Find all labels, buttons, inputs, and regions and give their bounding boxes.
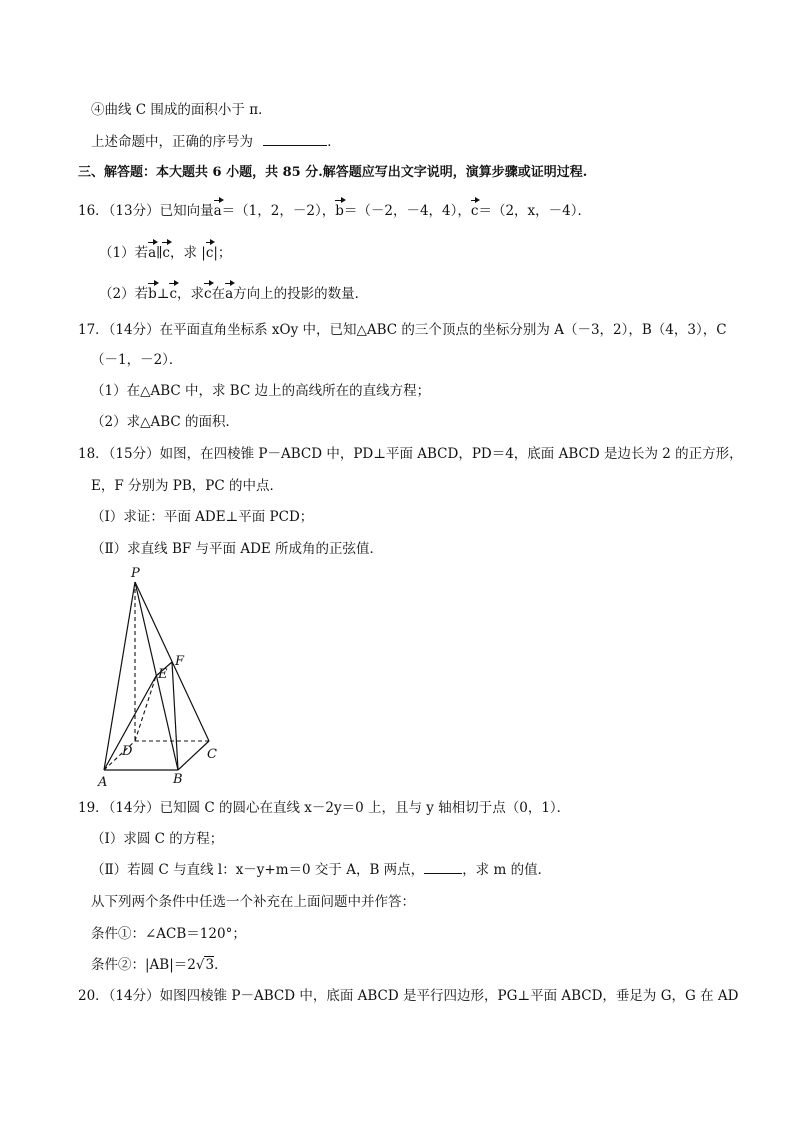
q16p2-c: ，求 (177, 286, 205, 302)
vector-c: c (470, 203, 479, 219)
q16p2-d: 在 (211, 286, 226, 302)
answer-prompt-text: 上述命题中，正确的序号为 (91, 134, 253, 150)
cond2-text: 条件②：|AB|＝2 (91, 957, 196, 973)
question-18-part-1: （Ⅰ）求证：平面 ADE⊥平面 PCD； (91, 509, 314, 525)
edge-BC (178, 741, 209, 770)
question-17-cont: （－1，－2）． (91, 352, 183, 368)
q16p1-c: ，求 | (169, 245, 206, 261)
edge-PC (135, 582, 209, 741)
q16p1-a: （1）若 (99, 245, 149, 261)
question-18-cont: E，F 分别为 PB，PC 的中点． (91, 478, 284, 494)
q19p2-text-b: ，求 m 的值． (462, 862, 552, 878)
question-17-part-1: （1）在△ABC 中，求 BC 边上的高线所在的直线方程； (91, 383, 431, 399)
answer-prompt (91, 133, 341, 151)
question-16 (78, 202, 591, 220)
q16p1-b: ∥ (156, 245, 163, 261)
label-B: B (173, 772, 183, 787)
segment-FB (172, 662, 178, 770)
question-19-part-1: （Ⅰ）求圆 C 的方程； (91, 831, 224, 847)
vector-a: a (225, 286, 234, 302)
label-A: A (98, 775, 108, 790)
cond2-end: ． (214, 957, 228, 973)
label-D: D (122, 744, 133, 759)
label-C: C (207, 747, 217, 762)
vector-c: c (204, 286, 212, 302)
q16p1-d: |； (213, 245, 232, 261)
question-17: 17．（14分）在平面直角坐标系 xOy 中，已知△ABC 的三个顶点的坐标分别为 A（－3，2），B（4，3），C (78, 322, 727, 338)
q16p2-e: 方向上的投影的数量． (233, 286, 369, 302)
label-E: E (158, 667, 168, 682)
label-F: F (175, 654, 185, 669)
section-heading: 三、解答题：本大题共 6 小题，共 85 分.解答题应写出文字说明，演算步骤或证明过程. (78, 165, 588, 180)
question-20: 20．（14分）如图四棱锥 P－ABCD 中，底面 ABCD 是平行四边形，PG⊥平面 ABCD，垂足为 G，G 在 AD (78, 988, 739, 1004)
vector-a: a (213, 203, 222, 219)
vector-c: c (205, 245, 214, 261)
question-17-part-2: （2）求△ABC 的面积． (91, 414, 240, 430)
question-19-part-2 (91, 861, 551, 879)
answer-prompt-end: ． (327, 134, 341, 150)
q16-text-d: ＝（2，x，－4）． (478, 203, 591, 219)
vector-b: b (148, 286, 157, 302)
question-18-part-2: （Ⅱ）求直线 BF 与平面 ADE 所成角的正弦值． (91, 541, 384, 557)
q19p2-text-a: （Ⅱ）若圆 C 与直线 l：x－y+m＝0 交于 A，B 两点， (91, 862, 425, 878)
q16p2-a: （2）若 (99, 286, 149, 302)
sqrt-sign: √ (195, 957, 205, 973)
condition-blank[interactable] (424, 873, 462, 874)
pyramid-figure (94, 566, 234, 792)
answer-blank[interactable] (263, 145, 327, 146)
question-19-condition-1: 条件①：∠ACB＝120°； (91, 926, 246, 942)
vector-a: a (148, 245, 157, 261)
vector-c: c (169, 286, 178, 302)
q16-text-c: ＝（－2，－4，4）， (343, 203, 471, 219)
question-16-part-1 (99, 244, 231, 262)
q16-text-a: 16．（13分）已知向量 (78, 203, 214, 219)
label-P: P (131, 566, 140, 581)
q16p2-b: ⊥ (156, 286, 170, 302)
question-18: 18．（15分）如图，在四棱锥 P－ABCD 中，PD⊥平面 ABCD，PD＝4，底面 ABCD 是边长为 2 的正方形， (78, 446, 743, 462)
question-19-choose-condition: 从下列两个条件中任选一个补充在上面问题中并作答： (91, 894, 415, 910)
vector-b: b (335, 203, 344, 219)
vector-c: c (162, 245, 170, 261)
question-16-part-2 (99, 285, 368, 303)
item-4-statement: ④曲线 C 围成的面积小于 π． (91, 102, 272, 118)
question-19: 19．（14分）已知圆 C 的圆心在直线 x－2y＝0 上，且与 y 轴相切于点（0，1）． (78, 800, 571, 816)
sqrt-radicand: 3 (205, 957, 215, 973)
q16-text-b: ＝（1，2，－2）， (221, 203, 336, 219)
question-19-condition-2 (91, 956, 228, 974)
